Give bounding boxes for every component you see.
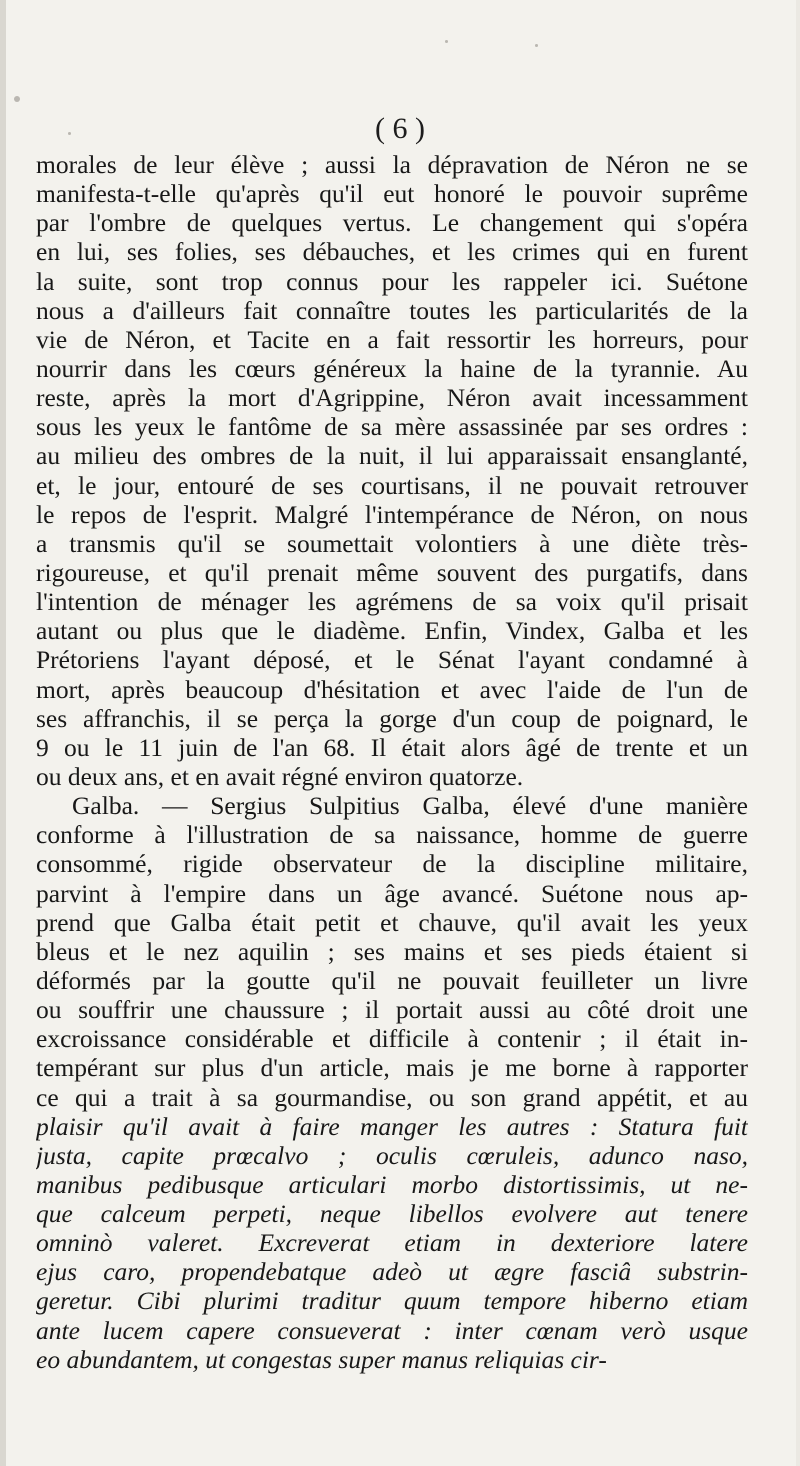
text-line: vie de Néron, et Tacite en a fait ressortir les horreurs, pour (36, 324, 748, 354)
text-line: parvint à l'empire dans un âge avancé. Suétone nous ap- (36, 878, 748, 908)
text-line: ante lucem capere consueverat : inter cœnam verò usque (36, 1315, 748, 1345)
text-line: en lui, ses folies, ses débauches, et les crimes qui en furent (36, 237, 748, 267)
text-line: l'intention de ménager les agrémens de sa voix qu'il prisait (36, 587, 748, 617)
text-line: reste, après la mort d'Agrippine, Néron avait incessamment (36, 383, 748, 413)
text-line: au milieu des ombres de la nuit, il lui apparaissait ensanglanté, (36, 441, 748, 471)
text-line: manibus pedibusque articulari morbo distortissimis, ut ne- (36, 1169, 748, 1199)
text-line: eo abundantem, ut congestas super manus reliquias cir- (36, 1344, 607, 1374)
text-line: mort, après beaucoup d'hésitation et avec l'aide de l'un de (36, 674, 748, 704)
text-line: ejus caro, propendebatque adeò ut ægre fasciâ substrin- (36, 1257, 748, 1287)
text-line: et, le jour, entouré de ses courtisans, il ne pouvait retrouver (36, 470, 748, 500)
text-line: bleus et le nez aquilin ; ses mains et ses pieds étaient si (36, 936, 748, 966)
text-line: déformés par la goutte qu'il ne pouvait feuilleter un livre (36, 965, 748, 995)
text-line: Prétoriens l'ayant déposé, et le Sénat l'ayant condamné à (36, 645, 748, 675)
ink-speck (535, 44, 538, 47)
ink-speck (445, 40, 448, 43)
page-edge-left (0, 0, 6, 1466)
text-line: omninò valeret. Excreverat etiam in dexteriore latere (36, 1228, 748, 1258)
text-line: autant ou plus que le diadème. Enfin, Vindex, Galba et les (36, 616, 748, 646)
text-line: manifesta-t-elle qu'après qu'il eut honoré le pouvoir suprême (36, 179, 748, 209)
text-line: ou deux ans, et en avait régné environ quatorze. (36, 761, 524, 791)
page-edge-right (796, 0, 800, 1466)
text-line: plaisir qu'il avait à faire manger les autres : Statura fuit (36, 1111, 748, 1141)
text-line: ses affranchis, il se perça la gorge d'un coup de poignard, le (36, 703, 748, 733)
text-line: tempérant sur plus d'un article, mais je me borne à rapporter (36, 1053, 748, 1083)
text-line: que calceum perpeti, neque libellos evolvere aut tenere (36, 1199, 748, 1229)
text-line: excroissance considérable et difficile à contenir ; il était in- (36, 1024, 748, 1054)
text-line: rigoureuse, et qu'il prenait même souvent des purgatifs, dans (36, 557, 748, 587)
text-line: la suite, sont trop connus pour les rappeler ici. Suétone (36, 266, 748, 296)
page-number: ( 6 ) (375, 112, 425, 145)
text-line: a transmis qu'il se soumettait volontiers à une diète très- (36, 528, 748, 558)
text-line: Galba. — Sergius Sulpitius Galba, élevé d'une manière (72, 791, 748, 821)
text-line: nous a d'ailleurs fait connaître toutes les particularités de la (36, 295, 748, 325)
text-line: conforme à l'illustration de sa naissance, homme de guerre (36, 820, 748, 850)
text-line: le repos de l'esprit. Malgré l'intempérance de Néron, on nous (36, 499, 748, 529)
body-text (36, 150, 748, 1374)
text-line: par l'ombre de quelques vertus. Le changement qui s'opéra (36, 208, 748, 238)
ink-speck (14, 96, 20, 102)
text-line: morales de leur élève ; aussi la dépravation de Néron ne se (36, 150, 748, 179)
text-line: justa, capite prœcalvo ; oculis cœruleis, adunco naso, (36, 1140, 748, 1170)
text-line: geretur. Cibi plurimi traditur quum tempore hiberno etiam (36, 1286, 748, 1316)
text-line: ce qui a trait à sa gourmandise, ou son grand appétit, et au (36, 1082, 748, 1112)
text-line: nourrir dans les cœurs généreux la haine de la tyrannie. Au (36, 353, 748, 383)
text-line: sous les yeux le fantôme de sa mère assassinée par ses ordres : (36, 412, 748, 442)
text-line: 9 ou le 11 juin de l'an 68. Il était alors âgé de trente et un (36, 732, 748, 762)
text-line: consommé, rigide observateur de la discipline militaire, (36, 849, 748, 879)
text-line: prend que Galba était petit et chauve, qu'il avait les yeux (36, 907, 748, 937)
text-line: ou souffrir une chaussure ; il portait aussi au côté droit une (36, 995, 748, 1025)
